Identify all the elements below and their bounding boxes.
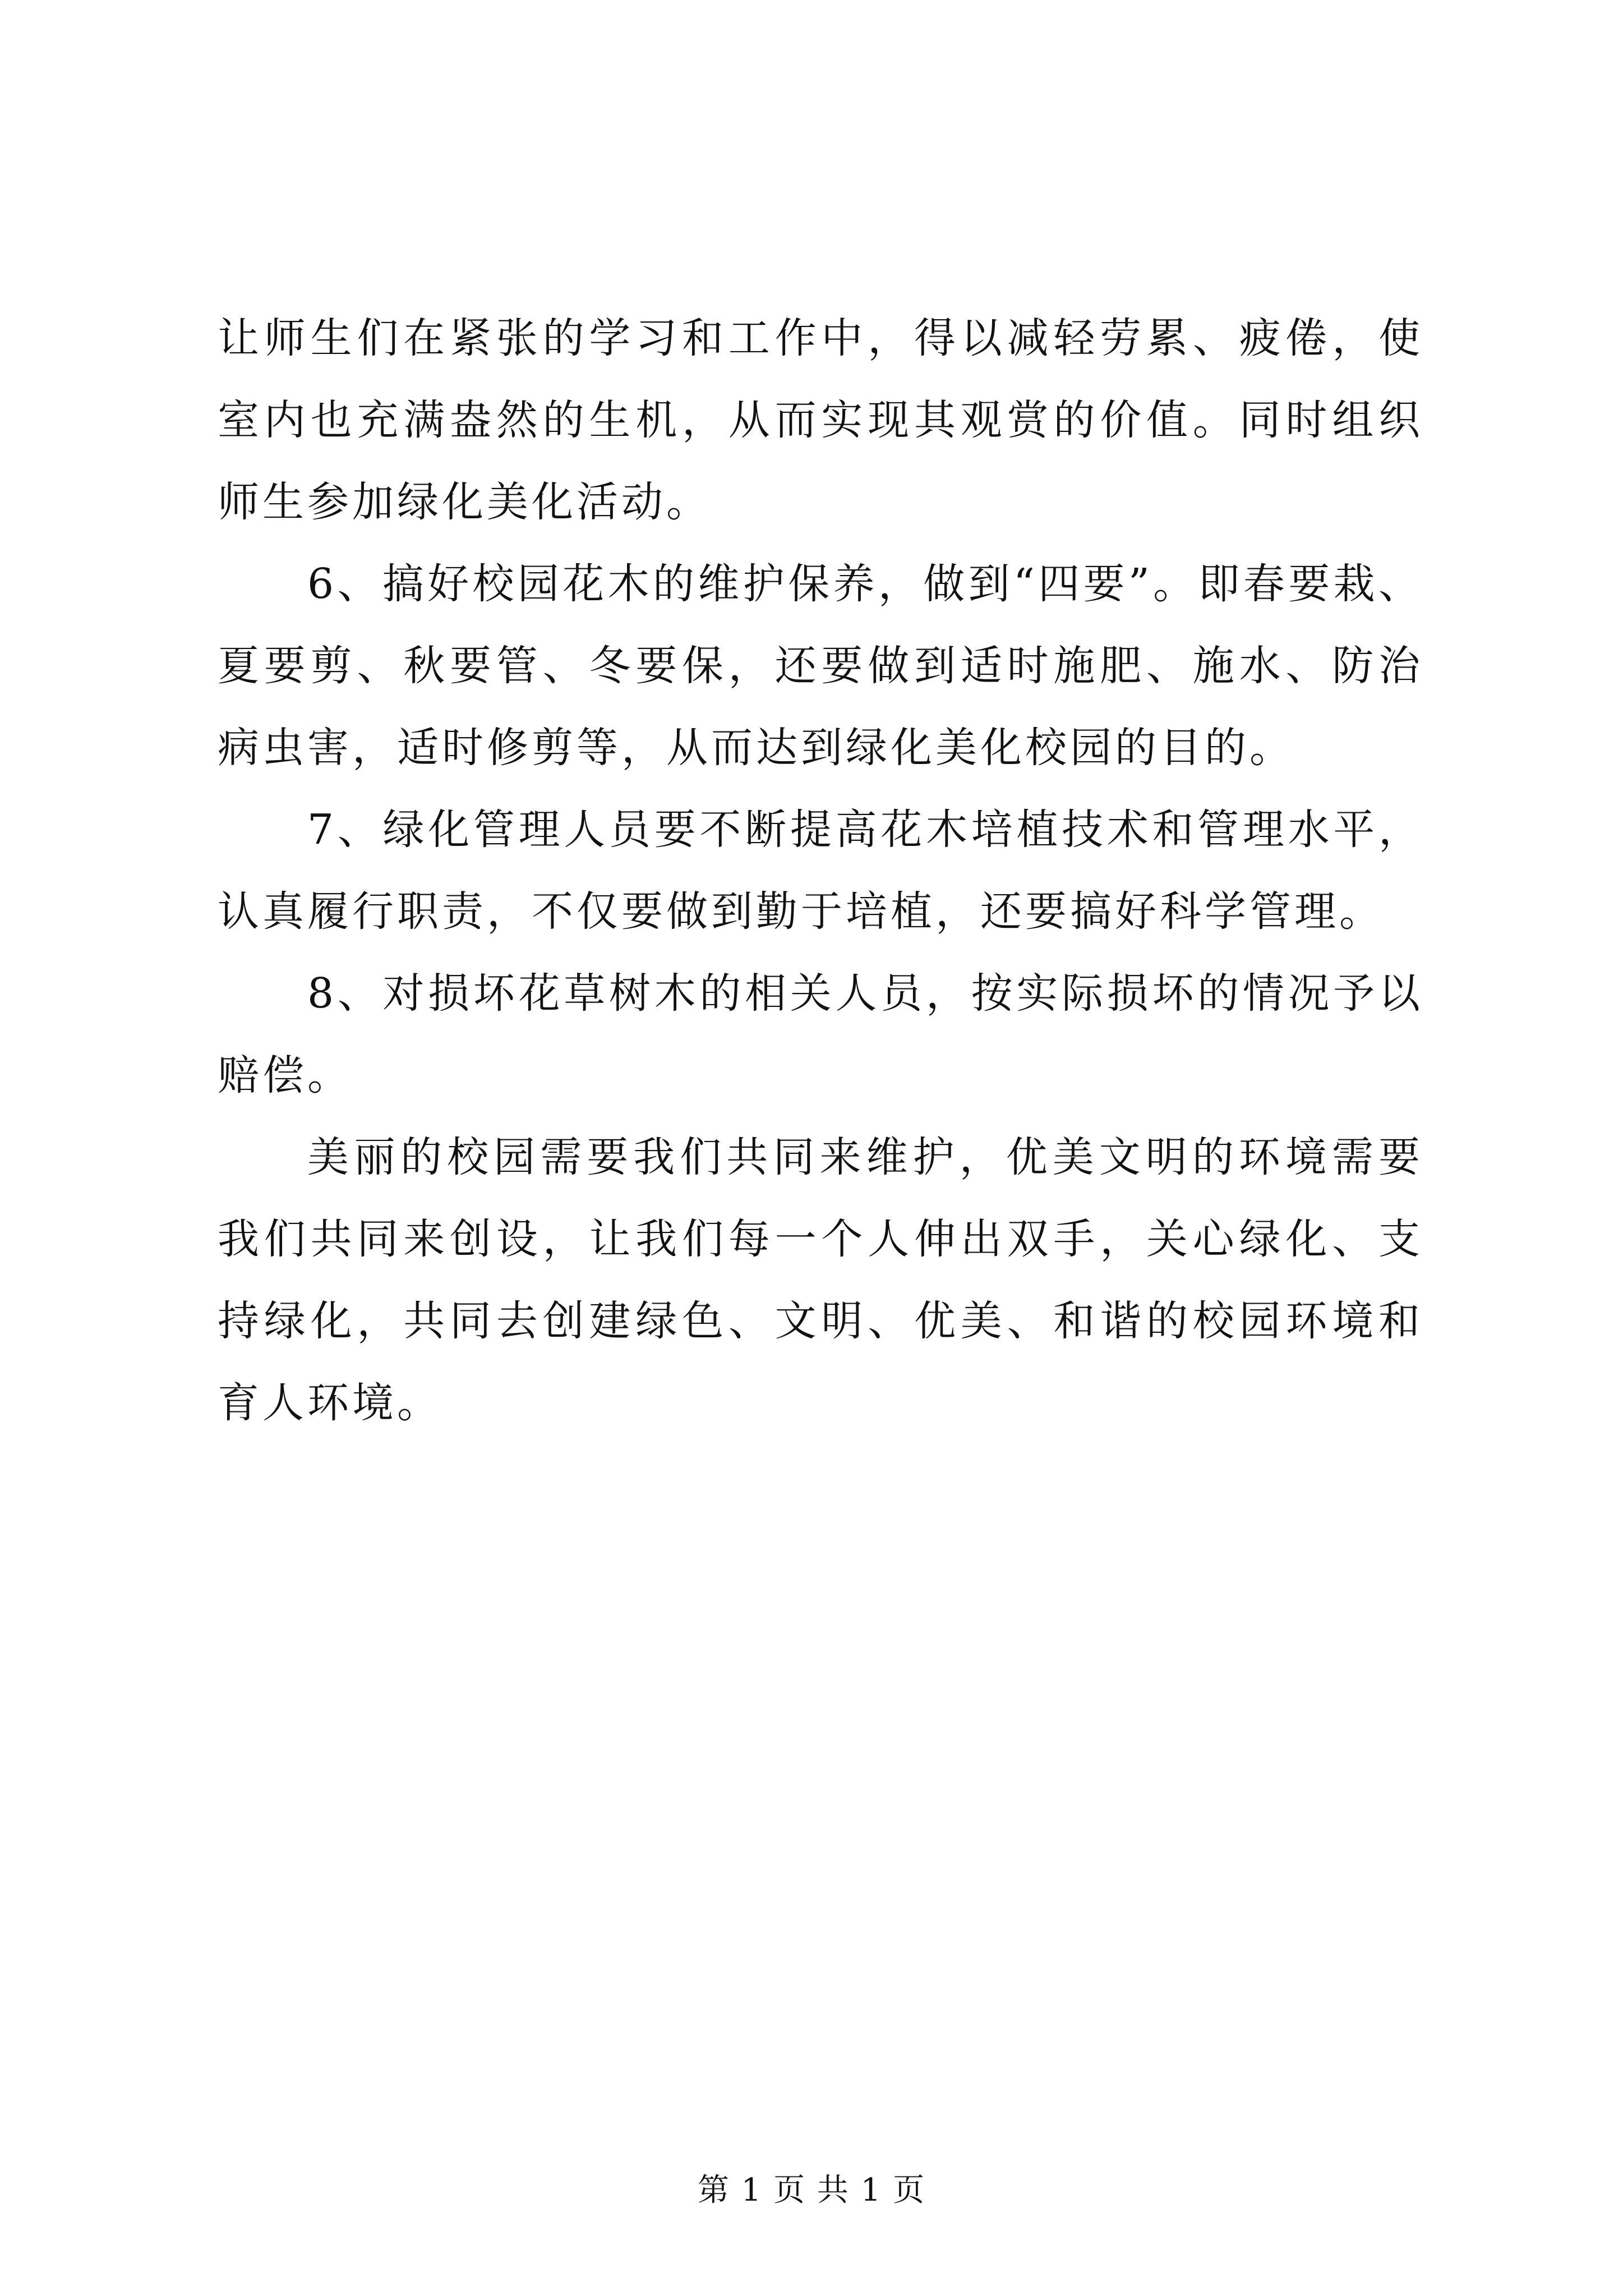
paragraph-item-8: 8、对损坏花草树木的相关人员，按实际损坏的情况予以赔偿。	[218, 969, 1423, 1099]
paragraph-item-6: 6、搞好校园花木的维护保养，做到“四要”。即春要栽、夏要剪、秋要管、冬要保，还要做到适时施肥、施水、防治病虫害，适时修剪等，从而达到绿化美化校园的目的。	[218, 560, 1423, 772]
paragraph-item-7: 7、绿化管理人员要不断提高花木培植技术和管理水平，认真履行职责，不仅要做到勤于培植，还要搞好科学管理。	[218, 806, 1423, 936]
document-body	[218, 297, 1423, 1444]
page-number-footer: 第 1 页 共 1 页	[697, 2172, 926, 2208]
paragraph-continuation: 让师生们在紧张的学习和工作中，得以减轻劳累、疲倦，使室内也充满盎然的生机，从而实现其观赏的价值。同时组织师生参加绿化美化活动。	[218, 314, 1423, 526]
paragraph-conclusion: 美丽的校园需要我们共同来维护，优美文明的环境需要我们共同来创设，让我们每一个人伸出双手，关心绿化、支持绿化，共同去创建绿色、文明、优美、和谐的校园环境和育人环境。	[218, 1133, 1423, 1427]
